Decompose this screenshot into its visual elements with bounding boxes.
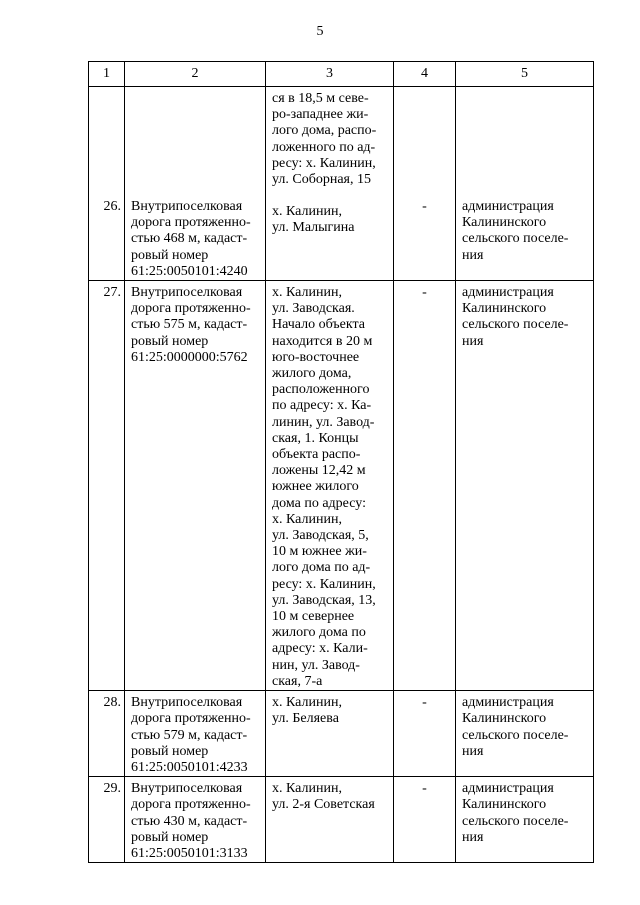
holder-text: администрация Калининского сельского поселе- ния (462, 199, 569, 263)
row-number-cell (89, 281, 125, 691)
object-name-cell (125, 691, 266, 777)
header-cell-4: 4 (394, 62, 456, 87)
row-number-cell (89, 87, 125, 281)
object-name: Внутрипоселковая дорога протяженно- стью 579 м, кадаст- ровый номер 61:25:0050101:4233 (131, 695, 251, 775)
holder-text: администрация Калининского сельского поселе- ния (462, 781, 569, 845)
row-number: 27. (103, 285, 121, 301)
col4-cell (394, 777, 456, 863)
page-number: 5 (316, 24, 324, 39)
continuation-text: ся в 18,5 м севе- ро-западнее жи- лого дома, распо- ложенного по ад- ресу: х. Калинин, ул. Соборная, 15 (272, 91, 377, 188)
col4-value: - (422, 695, 427, 711)
holder-text: администрация Калининского сельского поселе- ния (462, 285, 569, 349)
object-name-cell (125, 777, 266, 863)
header-row (89, 62, 594, 87)
location-cell (266, 281, 394, 691)
location-text: х. Калинин, ул. Беляева (272, 695, 342, 727)
object-name-cell (125, 87, 266, 281)
location-cell (266, 691, 394, 777)
table-row-28 (89, 691, 594, 777)
header-cell-5: 5 (456, 62, 594, 87)
header-cell-1: 1 (89, 62, 125, 87)
holder-cell (456, 691, 594, 777)
object-name: Внутрипоселковая дорога протяженно- стью 575 м, кадаст- ровый номер 61:25:0000000:5762 (131, 285, 251, 365)
object-name-cell (125, 281, 266, 691)
holder-cell (456, 87, 594, 281)
row-number-cell (89, 691, 125, 777)
col4-cell (394, 281, 456, 691)
location-text: х. Калинин, ул. Малыгина (272, 204, 355, 236)
col4-value: - (422, 781, 427, 797)
header-cell-3: 3 (266, 62, 394, 87)
col4-value: - (422, 199, 427, 214)
object-name: Внутрипоселковая дорога протяженно- стью 430 м, кадаст- ровый номер 61:25:0050101:3133 (131, 781, 251, 861)
row-number: 26. (103, 199, 121, 214)
row-number-cell (89, 777, 125, 863)
col4-cell (394, 691, 456, 777)
location-text: х. Калинин, ул. 2-я Советская (272, 781, 375, 813)
location-text: х. Калинин, ул. Заводская. Начало объекта находится в 20 м юго-восточнее жилого дома, расположенного по адресу: х. Ка- линин, ул. Завод- ская, 1. Концы объекта распо- ложены 12,42 м южнее жилого дома по адресу: х. Калинин, ул. Заводская, 5, 10 м южнее жи- лого дома по ад- ресу: х. Калинин, ул. Заводская, 13, 10 м севернее жилого дома по адресу: х. Кали- нин, ул. Завод- ская, 7-а (272, 285, 376, 689)
col4-value: - (422, 285, 427, 301)
holder-cell (456, 777, 594, 863)
table-row-26 (89, 87, 594, 281)
holder-cell (456, 281, 594, 691)
location-cell (266, 87, 394, 281)
object-name: Внутрипоселковая дорога протяженно- стью 468 м, кадаст- ровый номер 61:25:0050101:4240 (131, 199, 251, 279)
row-number: 28. (103, 695, 121, 711)
table-row-27 (89, 281, 594, 691)
location-cell (266, 777, 394, 863)
registry-table (88, 61, 594, 863)
table-row-29 (89, 777, 594, 863)
col4-cell (394, 87, 456, 281)
header-cell-2: 2 (125, 62, 266, 87)
row-number: 29. (103, 781, 121, 797)
holder-text: администрация Калининского сельского поселе- ния (462, 695, 569, 759)
